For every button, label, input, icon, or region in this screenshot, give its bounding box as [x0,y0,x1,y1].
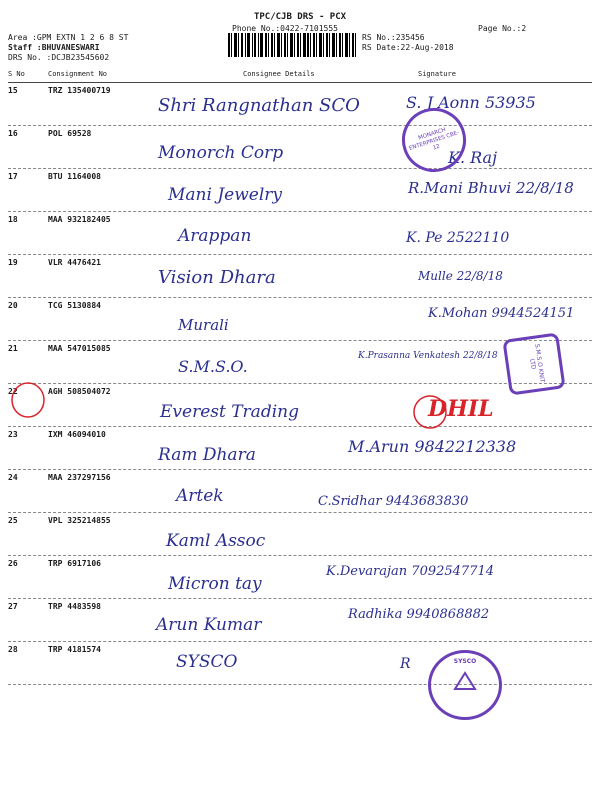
barcode-image [228,33,356,57]
row-consignment: BTU 1164008 [48,172,101,181]
row-consignee-handwritten: Monorch Corp [158,143,284,163]
row-consignment: MAA 547015085 [48,344,111,353]
col-sno: S No [8,70,25,78]
row-consignment: AGH 508504072 [48,387,111,396]
row-signature: R [400,656,411,672]
drs-title: TPC/CJB DRS - PCX [253,12,347,22]
table-row [8,642,592,685]
row-consignee-handwritten: S.M.S.O. [178,357,248,376]
row-consignee-handwritten: Micron tay [168,574,262,594]
area-line: Area :GPM EXTN 1 2 6 8 ST [8,33,129,42]
row-signature: R.Mani Bhuvi 22/8/18 [408,179,574,197]
row-sno: 18 [8,215,18,224]
page-number: Page No.:2 [478,24,527,33]
red-circle-mark [8,380,48,420]
table-row [8,556,592,599]
row-sno: 28 [8,645,18,654]
row-sno: 22 [8,387,18,396]
row-consignee-handwritten: Arappan [178,226,252,246]
red-signature-circle [410,392,450,432]
sysco-logo-icon [453,671,477,691]
row-signature: Radhika 9940868882 [348,607,490,622]
row-consignee-handwritten: Everest Trading [160,402,299,422]
row-signature: K. Raj [448,148,498,167]
table-row [8,599,592,642]
row-consignment: TRZ 135400719 [48,86,111,95]
row-consignment: POL 69528 [48,129,92,138]
row-sno: 15 [8,86,18,95]
row-consignee-handwritten: Vision Dhara [158,267,276,288]
row-consignment: TRP 4181574 [48,645,101,654]
row-signature: M.Arun 9842212338 [348,437,517,456]
phone-number: Phone No.:0422-7101555 [232,24,338,33]
sysco-stamp: SYSCO [428,650,502,720]
row-consignment: VLR 4476421 [48,258,101,267]
row-divider [8,684,592,685]
row-signature: S. J Aonn 53935 [406,93,536,112]
row-consignee-handwritten: Artek [176,486,224,506]
row-sno: 17 [8,172,18,181]
table-row [8,427,592,470]
table-row [8,169,592,212]
row-sno: 24 [8,473,18,482]
row-consignee-handwritten: Arun Kumar [156,615,262,635]
table-row [8,255,592,298]
row-consignee-handwritten: Ram Dhara [158,445,256,465]
table-row [8,513,592,556]
row-consignee-handwritten: SYSCO [176,652,238,672]
table-row [8,298,592,341]
staff-line [8,43,100,52]
table-row [8,384,592,427]
row-signature: C.Sridhar 9443683830 [318,494,469,509]
row-signature: K.Devarajan 7092547714 [326,564,495,579]
row-signature: K.Mohan 9944524151 [428,306,575,321]
staff-name: BHUVANESWARI [41,43,100,52]
table-row [8,212,592,255]
col-signature: Signature [418,70,456,78]
row-signature: K. Pe 2522110 [406,230,510,246]
row-consignee-handwritten: Shri Rangnathan SCO [158,95,360,116]
row-consignment: IXM 46094010 [48,430,106,439]
row-signature: K.Prasanna Venkatesh 22/8/18 [358,351,498,361]
row-sno: 25 [8,516,18,525]
row-consignee-handwritten: Murali [178,316,229,334]
drs-number: DRS No. :DCJB23545602 [8,53,110,62]
row-sno: 21 [8,344,18,353]
row-signature: DHIL [428,396,494,422]
table-row [8,126,592,169]
rs-date: RS Date:22-Aug-2018 [362,43,454,52]
row-sno: 16 [8,129,18,138]
staff-label: Staff : [8,43,42,52]
column-header [8,69,592,81]
row-consignment: TCG 5130884 [48,301,101,310]
row-consignment: MAA 237297156 [48,473,111,482]
row-signature: Mulle 22/8/18 [418,269,503,283]
row-consignee-handwritten: Kaml Assoc [166,531,266,551]
col-consignee: Consignee Details [243,70,315,78]
table-row [8,470,592,513]
monarch-stamp: MONARCH ENTERPRISES CBE-12 [394,100,475,181]
sms-stamp: S.M.S.O KNIT LTD [502,332,565,395]
row-consignment: MAA 932182405 [48,215,111,224]
table-row [8,83,592,126]
row-consignee-handwritten: Mani Jewelry [168,185,282,205]
row-consignment: TRP 6917106 [48,559,101,568]
row-consignment: VPL 325214855 [48,516,111,525]
col-consignment: Consignment No [48,70,108,78]
row-sno: 27 [8,602,18,611]
rs-number: RS No.:235456 [362,33,425,42]
row-sno: 19 [8,258,18,267]
row-sno: 20 [8,301,18,310]
row-sno: 23 [8,430,18,439]
row-sno: 26 [8,559,18,568]
row-consignment: TRP 4483598 [48,602,101,611]
